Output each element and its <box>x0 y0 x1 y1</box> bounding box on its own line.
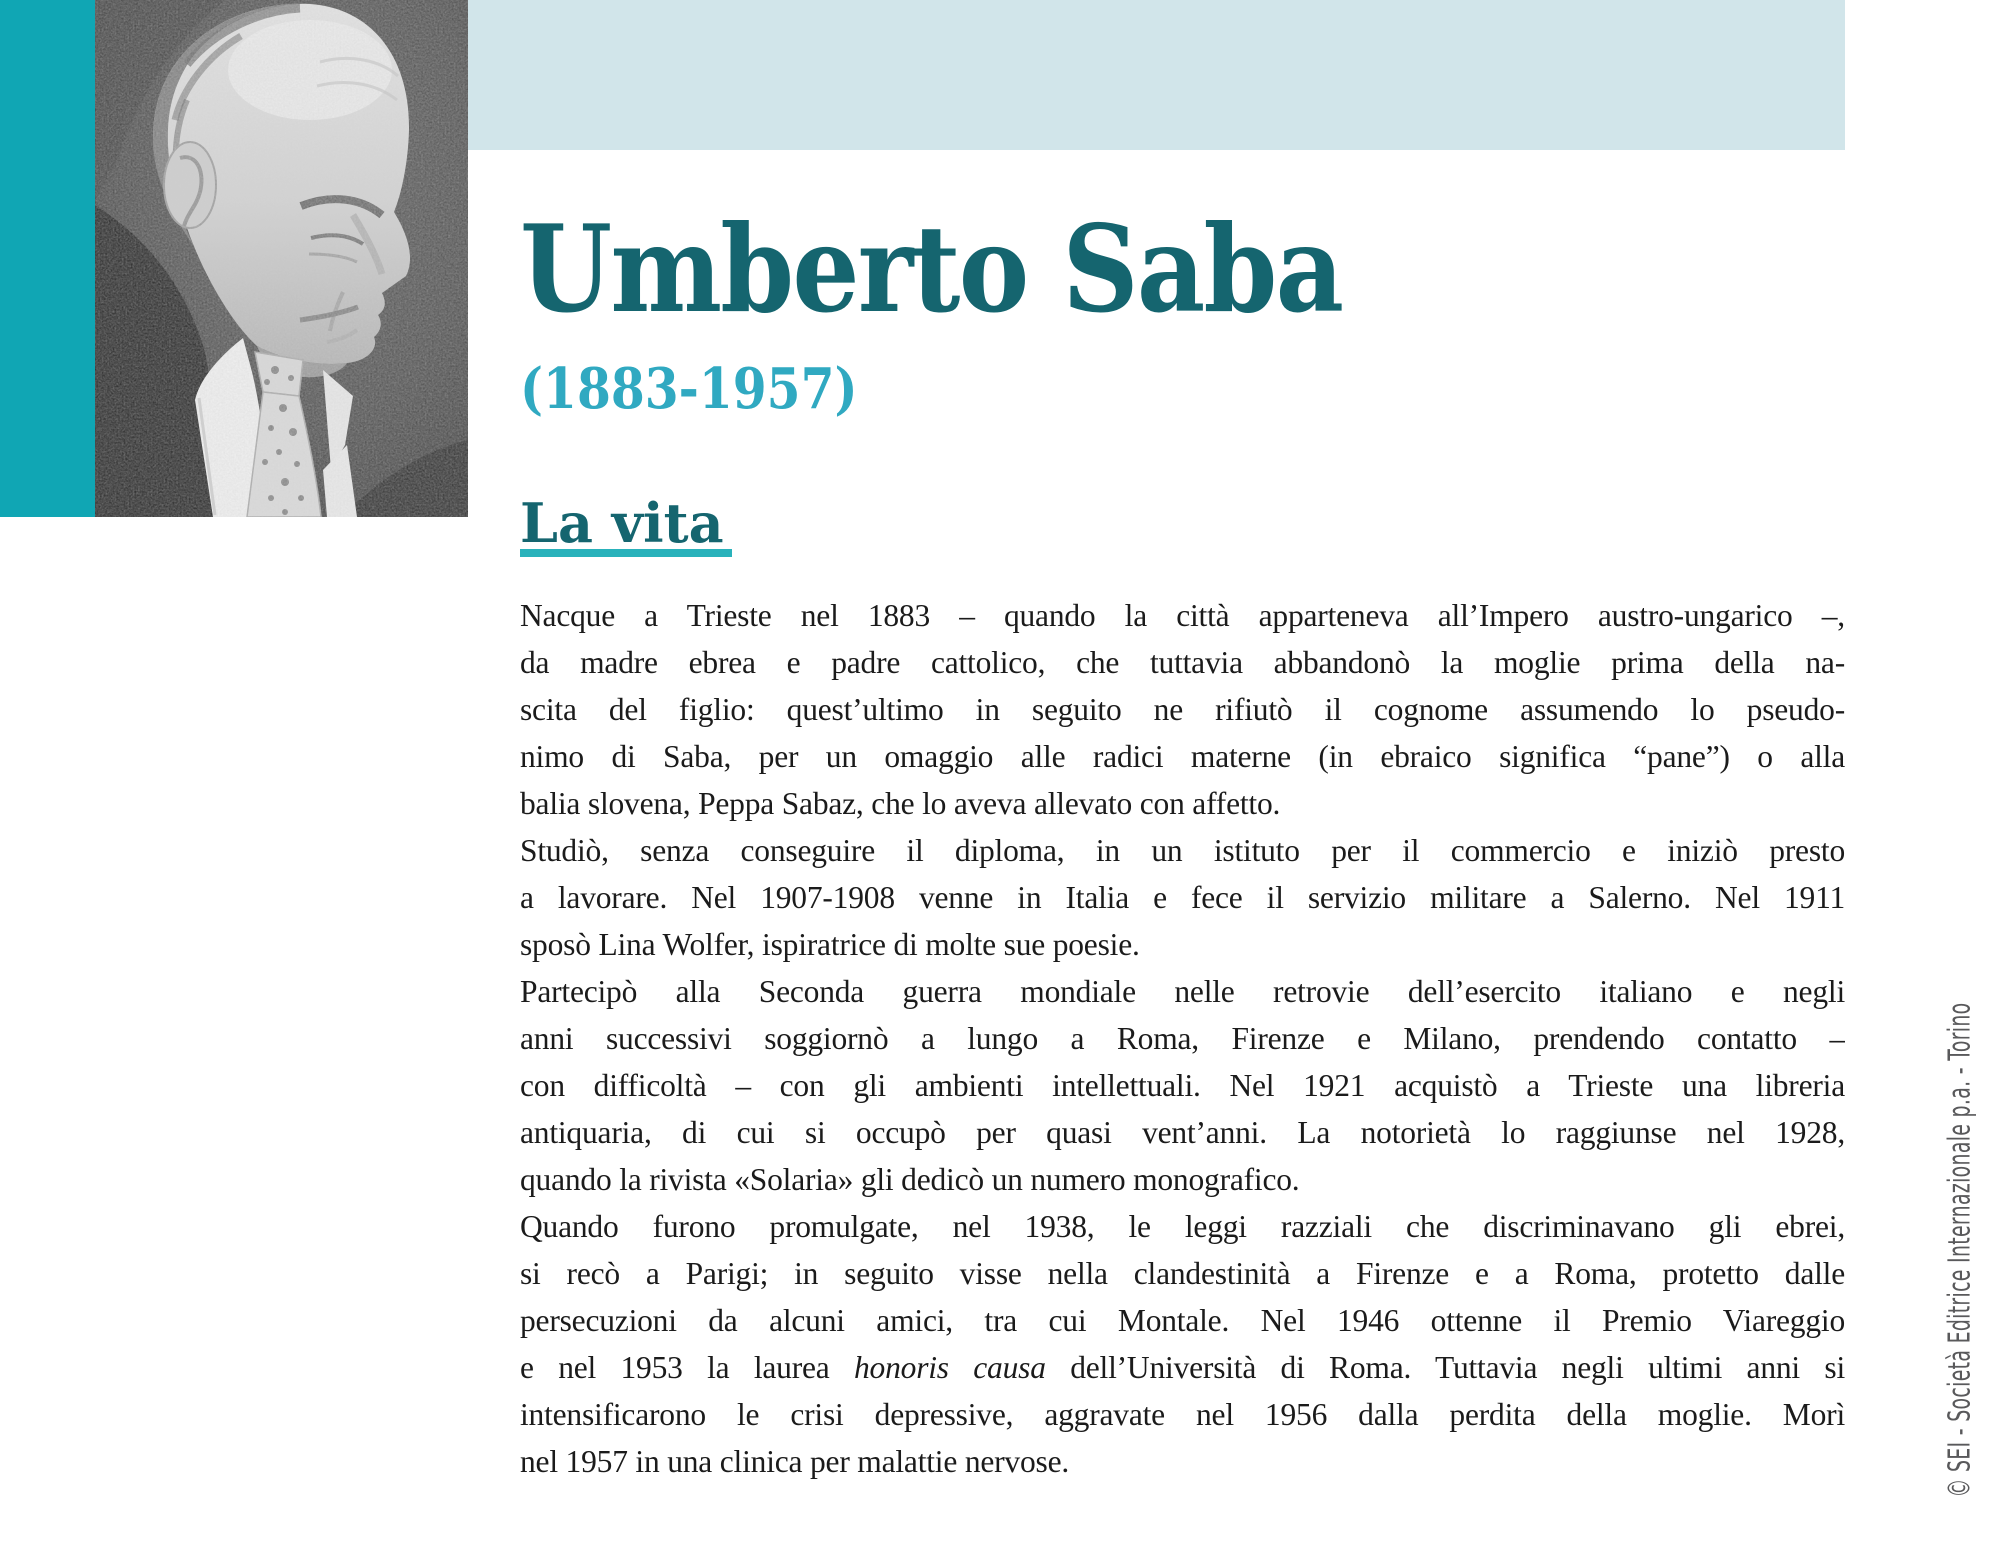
body-line-run: nel 1957 in una clinica per malattie nervose. <box>520 1444 1070 1479</box>
body-line-run: Partecipò alla Seconda guerra mondiale nelle retrovie dell’esercito italiano e negli <box>520 974 1845 1009</box>
publisher-copyright-vertical-text: © SEI - Società Editrice Internazionale p.a. - Torino <box>1942 1002 1978 1498</box>
body-line-run: a lavorare. Nel 1907-1908 venne in Italia e fece il servizio militare a Salerno. Nel 1911 <box>520 880 1845 915</box>
body-line-run: si recò a Parigi; in seguito visse nella clandestinità a Firenze e a Roma, protetto dalle <box>520 1256 1845 1291</box>
body-line <box>520 592 1845 639</box>
body-line <box>520 921 1845 968</box>
body-line <box>520 686 1845 733</box>
body-line-run: Nacque a Trieste nel 1883 – quando la città apparteneva all’Impero austro-ungarico –, <box>520 598 1845 633</box>
page-title: Umberto Saba <box>520 199 1343 340</box>
teal-accent-bar <box>0 0 95 517</box>
body-line-run: e nel 1953 la laurea <box>520 1350 854 1385</box>
portrait-photo-illustration <box>95 0 468 517</box>
body-line-italic-run: honoris causa <box>854 1350 1046 1385</box>
body-line <box>520 1297 1845 1344</box>
body-line-run: con difficoltà – con gli ambienti intellettuali. Nel 1921 acquistò a Trieste una libreria <box>520 1068 1845 1103</box>
body-line-run: da madre ebrea e padre cattolico, che tuttavia abbandonò la moglie prima della na- <box>520 645 1845 680</box>
body-line-run: persecuzioni da alcuni amici, tra cui Montale. Nel 1946 ottenne il Premio Viareggio <box>520 1303 1845 1338</box>
body-line-run: sposò Lina Wolfer, ispiratrice di molte sue poesie. <box>520 927 1140 962</box>
pale-teal-header-band <box>468 0 1845 150</box>
body-line-run: intensificarono le crisi depressive, aggravate nel 1956 dalla perdita della moglie. Morì <box>520 1397 1845 1432</box>
body-line-run: anni successivi soggiornò a lungo a Roma, Firenze e Milano, prendendo contatto – <box>520 1021 1845 1056</box>
body-line <box>520 874 1845 921</box>
body-line <box>520 780 1845 827</box>
portrait-photo <box>95 0 468 517</box>
body-line-run: scita del figlio: quest’ultimo in seguito ne rifiutò il cognome assumendo lo pseudo- <box>520 692 1845 727</box>
body-line <box>520 1109 1845 1156</box>
body-line <box>520 1438 1845 1485</box>
body-line <box>520 1015 1845 1062</box>
section-heading-la-vita: La vita <box>520 497 732 557</box>
body-line-run: quando la rivista «Solaria» gli dedicò un numero monografico. <box>520 1162 1300 1197</box>
body-line <box>520 639 1845 686</box>
body-line <box>520 968 1845 1015</box>
body-text <box>520 592 1845 1485</box>
body-line-run: nimo di Saba, per un omaggio alle radici materne (in ebraico significa “pane”) o alla <box>520 739 1845 774</box>
body-line <box>520 1250 1845 1297</box>
body-line <box>520 827 1845 874</box>
body-line <box>520 1391 1845 1438</box>
body-line-run: dell’Università di Roma. Tuttavia negli ultimi anni si <box>1045 1350 1845 1385</box>
body-line-run: balia slovena, Peppa Sabaz, che lo aveva allevato con affetto. <box>520 786 1281 821</box>
body-line-run: Quando furono promulgate, nel 1938, le leggi razziali che discriminavano gli ebrei, <box>520 1209 1845 1244</box>
body-line-run: antiquaria, di cui si occupò per quasi vent’anni. La notorietà lo raggiunse nel 1928, <box>520 1115 1845 1150</box>
body-line <box>520 733 1845 780</box>
page-title-years: (1883-1957) <box>520 356 858 422</box>
body-line <box>520 1156 1845 1203</box>
body-line <box>520 1062 1845 1109</box>
body-line <box>520 1203 1845 1250</box>
body-line <box>520 1344 1845 1391</box>
body-line-run: Studiò, senza conseguire il diploma, in un istituto per il commercio e iniziò presto <box>520 833 1845 868</box>
